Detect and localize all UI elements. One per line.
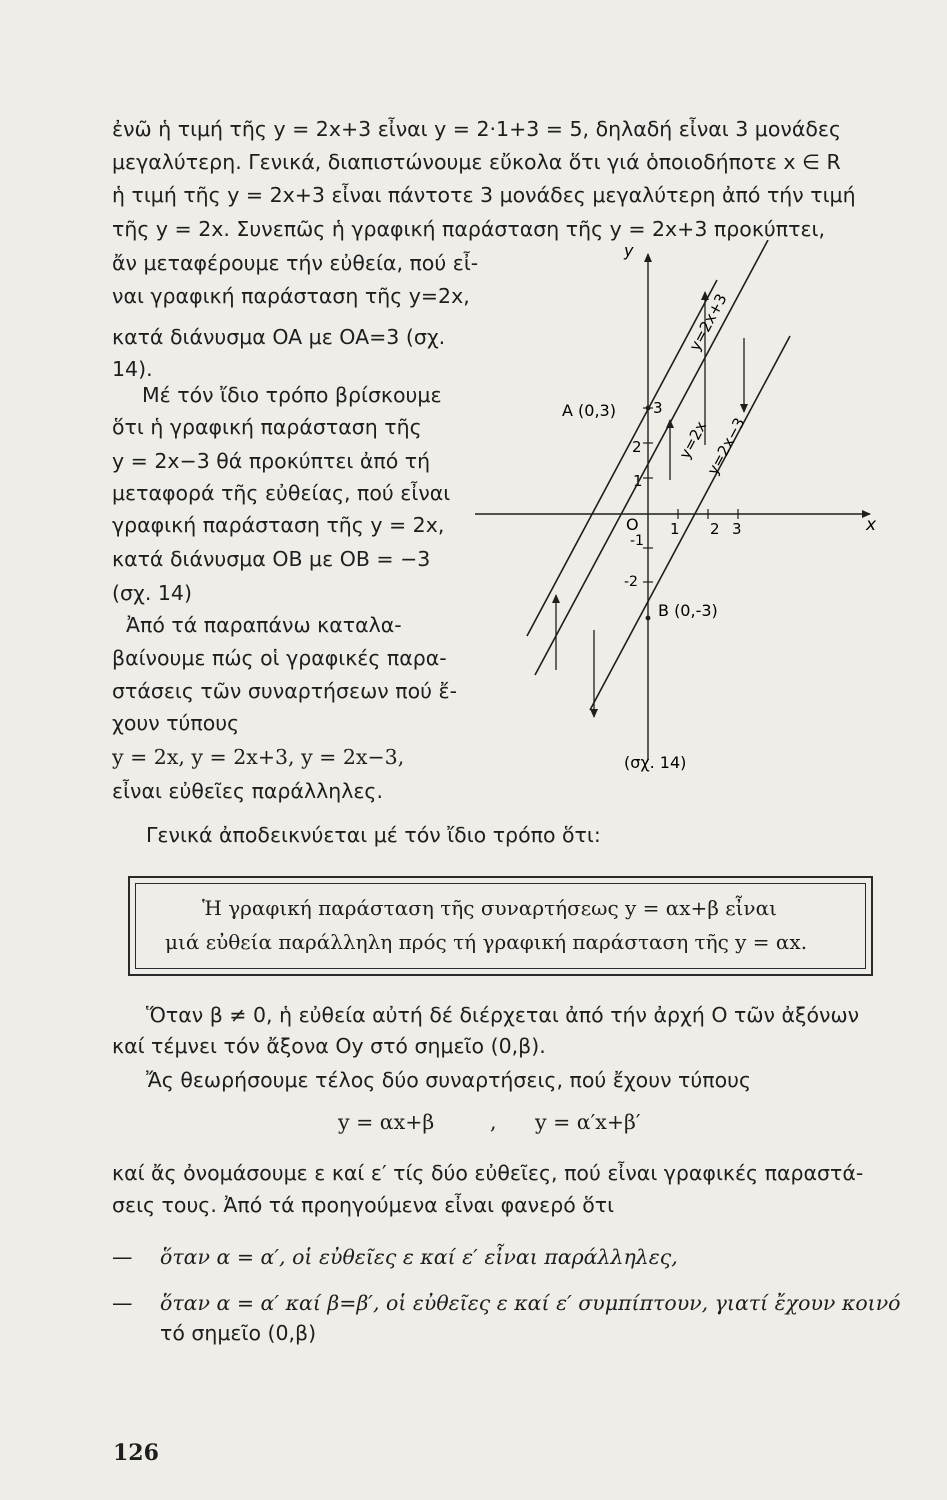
formula-2: y = α′x+β′ [535, 1110, 641, 1134]
bullet2-text: ὅταν α = α′ καί β=β′, οἱ εὐθεῖες ε καί ε′ συμπίπτουν, γιατί ἔχουν κοινό [160, 1291, 901, 1315]
figure-caption: (σχ. 14) [624, 753, 687, 772]
label-y-2x-plus-3: y=2x+3 [685, 290, 731, 354]
x-axis-label: x [866, 515, 877, 535]
paragraph1-line2: μεγαλύτερη. Γενικά, διαπιστώνουμε εὔκολα ὅτι γιά ὁποιοδήποτε x ∈ R [112, 150, 841, 174]
paragraph3-line1: καί ἄς ὀνομάσουμε ε καί ε′ τίς δύο εὐθεῖες, πού εἶναι γραφικές παραστά- [112, 1161, 864, 1185]
point-a-label: A (0,3) [562, 401, 616, 420]
left-col-line15: χουν τύπους [112, 711, 240, 735]
y-tick-label-2: 2 [632, 438, 642, 456]
left-col-line6: ὅτι ἡ γραφική παράσταση τῆς [112, 415, 422, 439]
left-col-line7: y = 2x−3 θά προκύπτει ἀπό τή [112, 449, 431, 473]
left-col-line2: ναι γραφική παράσταση τῆς y=2x, [112, 284, 470, 308]
left-col-line12: Ἀπό τά παραπάνω καταλα- [126, 613, 402, 637]
left-col-line1: ἄν μεταφέρουμε τήν εὐθεία, πού εἶ- [112, 251, 479, 275]
paragraph2-line2: καί τέμνει τόν ἄξονα Oy στό σημεῖο (0,β). [112, 1034, 546, 1058]
left-col-line5: Μέ τόν ἴδιο τρόπο βρίσκουμε [142, 383, 442, 407]
label-y-2x-minus-3: y=2x−3 [703, 414, 749, 478]
paragraph2-line3: Ἄς θεωρήσουμε τέλος δύο συναρτήσεις, πού ἔχουν τύπους [146, 1068, 752, 1092]
y-axis-label: y [624, 241, 634, 260]
paragraph3-line2: σεις τους. Ἀπό τά προηγούμενα εἶναι φανερό ὅτι [112, 1193, 615, 1217]
formula-separator: , [490, 1110, 497, 1134]
left-col-line10: κατά διάνυσμα OB με OB = −3 [112, 547, 431, 571]
paragraph2-line1: Ὅταν β ≠ 0, ἡ εὐθεία αὐτή δέ διέρχεται ἀπό τήν ἀρχή O τῶν ἀξόνων [146, 1003, 860, 1027]
bullet2-dash: — [112, 1291, 133, 1315]
x-tick-label-1: 1 [670, 520, 680, 538]
line-y-2x [535, 240, 768, 675]
point-b-marker [646, 616, 651, 621]
paragraph1-line1: ἐνῶ ἡ τιμή τῆς y = 2x+3 εἶναι y = 2·1+3 = 5, δηλαδή εἶναι 3 μονάδες [112, 117, 842, 141]
theorem-line2: μιά εὐθεία παράλληλη πρός τή γραφική παράσταση τῆς y = αx. [165, 930, 808, 954]
bullet2-continuation: τό σημεῖο (0,β) [160, 1321, 317, 1345]
formula-1: y = αx+β [338, 1110, 435, 1134]
origin-label: O [626, 515, 639, 534]
left-col-line8: μεταφορά τῆς εὐθείας, πού εἶναι [112, 481, 451, 505]
left-col-line14: στάσεις τῶν συναρτήσεων πού ἔ- [112, 679, 457, 703]
paragraph1-line4: τῆς y = 2x. Συνεπῶς ἡ γραφική παράσταση τῆς y = 2x+3 προκύπτει, [112, 217, 825, 241]
y-tick-label-1: 1 [633, 472, 643, 490]
left-col-line11: (σχ. 14) [112, 581, 192, 605]
y-tick-label-3: 3 [653, 399, 663, 417]
bullet1-dash: — [112, 1245, 133, 1269]
y-tick-label-neg1: -1 [630, 533, 644, 549]
line-y-2x-minus-3 [590, 336, 790, 710]
point-a-marker [646, 406, 651, 411]
general-line: Γενικά ἀποδεικνύεται μέ τόν ἴδιο τρόπο ὅτι: [146, 823, 601, 847]
left-col-line4: 14). [112, 357, 153, 381]
left-col-line16: y = 2x, y = 2x+3, y = 2x−3, [112, 745, 405, 769]
paragraph1-line3: ἡ τιμή τῆς y = 2x+3 εἶναι πάντοτε 3 μονάδες μεγαλύτερη ἀπό τήν τιμή [112, 183, 856, 207]
left-col-line13: βαίνουμε πώς οἱ γραφικές παρα- [112, 646, 447, 670]
theorem-line1: Ἡ γραφική παράσταση τῆς συναρτήσεως y = αx+β εἶναι [202, 896, 777, 920]
theorem-box [128, 876, 873, 976]
left-col-line17: εἶναι εὐθεῖες παράλληλες. [112, 779, 383, 803]
left-col-line3: κατά διάνυσμα OA με OA=3 (σχ. [112, 325, 446, 349]
x-tick-label-2: 2 [710, 520, 720, 538]
bullet1-text: ὅταν α = α′, οἱ εὐθεῖες ε καί ε′ εἶναι παράλληλες, [160, 1245, 678, 1269]
figure-14 [470, 240, 890, 780]
y-tick-label-neg2: -2 [624, 574, 638, 590]
label-y-2x: y=2x [675, 418, 711, 462]
page-number: 126 [113, 1440, 159, 1466]
left-col-line9: γραφική παράσταση τῆς y = 2x, [112, 513, 445, 537]
point-b-label: B (0,-3) [658, 601, 718, 620]
x-tick-label-3: 3 [732, 520, 742, 538]
